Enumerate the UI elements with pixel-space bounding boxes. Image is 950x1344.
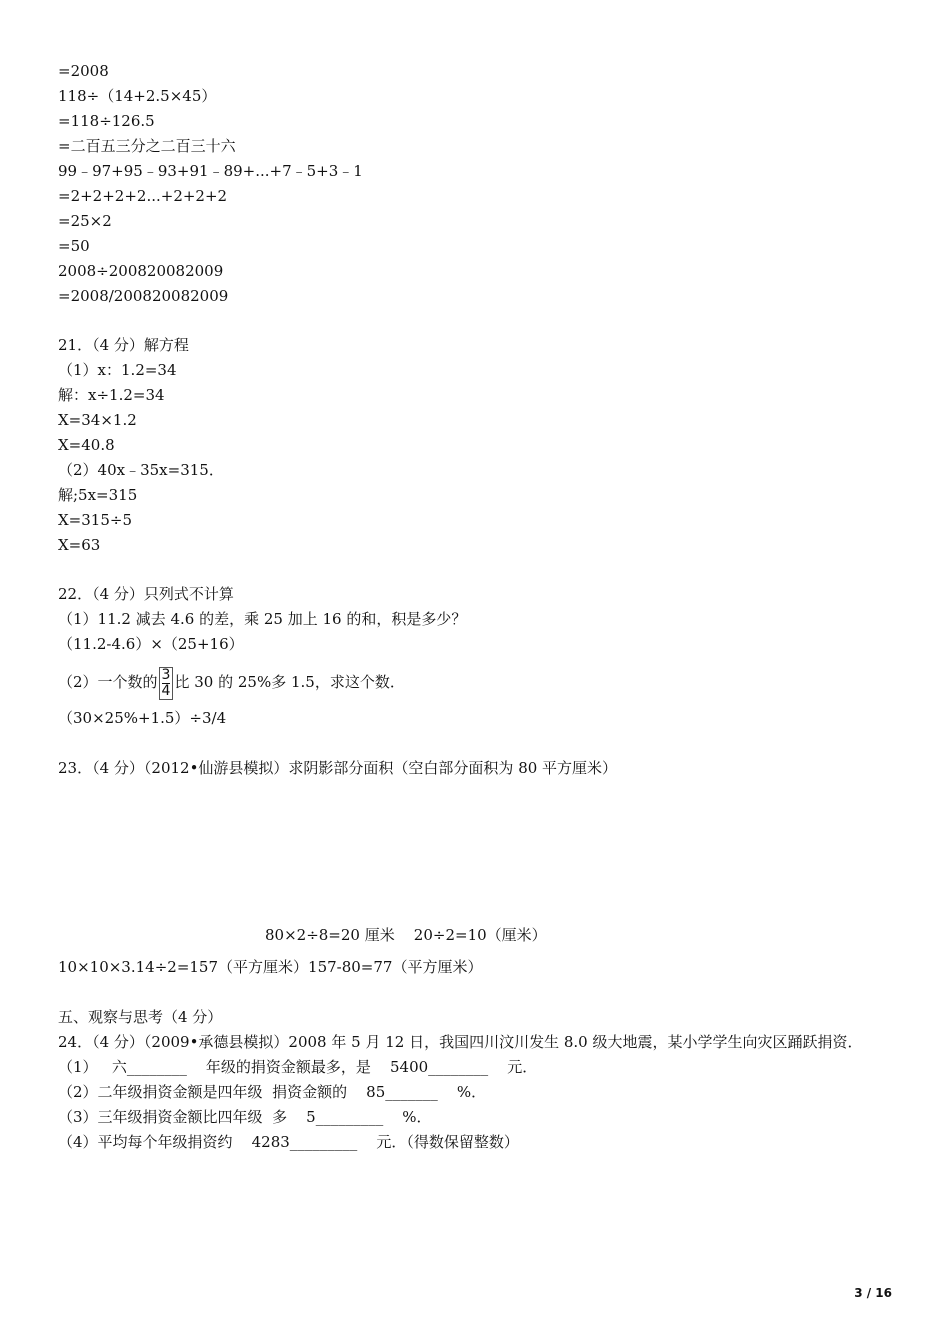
question-heading: 22．（4 分）只列式不计算	[58, 585, 234, 603]
text-line: X=63	[58, 536, 101, 554]
page-number: 3 / 16	[854, 1286, 892, 1300]
text-line-with-fraction	[58, 666, 405, 700]
fraction-prefix: （2）一个数的	[58, 673, 158, 691]
text-line: =二百五三分之二百三十六	[58, 137, 236, 155]
text-line: （3）三年级捐资金额比四年级 多 5_________ %．	[58, 1108, 432, 1126]
text-line: （30×25%+1.5）÷3/4	[58, 709, 227, 727]
text-line: =2008	[58, 62, 109, 80]
text-line: （1）x：1.2=34	[58, 361, 177, 379]
text-line: 118÷（14+2.5×45）	[58, 87, 217, 105]
question-heading: 24．（4 分）（2009•承德县模拟）2008 年 5 月 12 日，我国四川汶川发生 8.0 级大地震，某小学学生向灾区踊跃捐资．	[58, 1033, 863, 1051]
text-line: 80×2÷8=20 厘米 20÷2=10（厘米）	[265, 926, 547, 944]
text-line: （2）40x﹣35x=315．	[58, 461, 224, 479]
fraction-numerator: 3	[161, 666, 171, 683]
question-heading: 21．（4 分）解方程	[58, 336, 189, 354]
text-line: 2008÷200820082009	[58, 262, 224, 280]
text-line: （4）平均每个年级捐资约 4283_________ 元．（得数保留整数）	[58, 1133, 519, 1151]
text-line: X=34×1.2	[58, 411, 137, 429]
text-line: （2）二年级捐资金额是四年级 捐资金额的 85_______ %．	[58, 1083, 487, 1101]
text-line: =2+2+2+2...+2+2+2	[58, 187, 228, 205]
text-line: 10×10×3.14÷2=157（平方厘米）157-80=77（平方厘米）	[58, 958, 483, 976]
fraction-denominator: 4	[161, 682, 171, 699]
fraction-suffix: 比 30 的 25%多 1.5，求这个数．	[174, 673, 405, 691]
text-line: =25×2	[58, 212, 112, 230]
text-line: （1）11.2 减去 4.6 的差，乘 25 加上 16 的和，积是多少？	[58, 610, 467, 628]
text-line: 解：x÷1.2=34	[58, 386, 165, 404]
text-line: 99﹣97+95﹣93+91﹣89+...+7﹣5+3﹣1	[58, 162, 363, 180]
text-line: （11.2-4.6）×（25+16）	[58, 635, 244, 653]
text-line: =50	[58, 237, 90, 255]
section-heading: 五、观察与思考（4 分）	[58, 1008, 223, 1026]
text-line: X=40.8	[58, 436, 115, 454]
text-line: （1） 六________ 年级的捐资金额最多，是 5400________ 元．	[58, 1058, 538, 1076]
text-line: =2008/200820082009	[58, 287, 229, 305]
text-line: =118÷126.5	[58, 112, 155, 130]
text-line: X=315÷5	[58, 511, 132, 529]
text-line: 解;5x=315	[58, 486, 138, 504]
question-heading: 23．（4 分）（2012•仙游县模拟）求阴影部分面积（空白部分面积为 80 平方厘米）	[58, 759, 618, 777]
fraction-three-quarters	[159, 667, 174, 700]
